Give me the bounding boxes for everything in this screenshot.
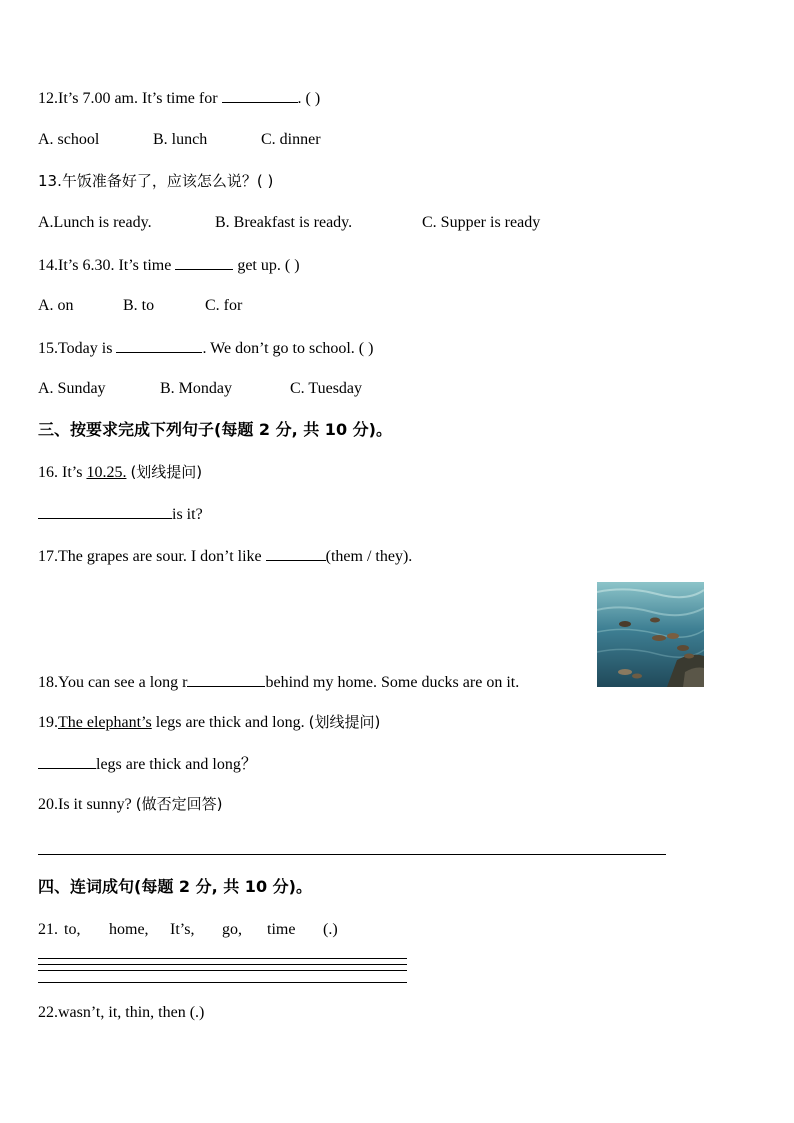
question-18-end: behind my home. Some ducks are on it.: [265, 674, 520, 691]
question-17: [38, 546, 412, 567]
question-19-answer: [38, 754, 257, 775]
underlined-time: 10.25.: [86, 464, 127, 481]
question-12-options: [38, 130, 321, 150]
answer-blank[interactable]: [38, 504, 172, 519]
question-15-text: 15.Today is: [38, 340, 113, 357]
word: go,: [222, 921, 242, 938]
question-16: [38, 462, 202, 483]
option-c[interactable]: C. dinner: [261, 131, 321, 148]
answer-blank[interactable]: [266, 546, 326, 561]
writing-line[interactable]: [38, 970, 407, 971]
section-3-heading: 三、按要求完成下列句子(每题 2 分, 共 10 分)。: [38, 420, 392, 439]
question-16-answer-end: is it?: [172, 506, 203, 523]
question-15-end: . We don’t go to school. ( ): [202, 340, 374, 357]
option-b[interactable]: B. to: [123, 297, 155, 314]
question-19-answer-end: legs are thick and long？: [96, 756, 257, 773]
question-21: [38, 920, 338, 940]
writing-line[interactable]: [38, 964, 407, 965]
question-20-text: 20.Is it sunny?: [38, 796, 132, 813]
question-14: [38, 255, 300, 276]
question-16-note: (划线提问): [130, 463, 203, 481]
option-c[interactable]: C. Supper is ready: [422, 214, 541, 231]
question-12: [38, 88, 320, 109]
word: It’s,: [170, 921, 195, 938]
duck-pond-photo-svg: [597, 582, 704, 687]
option-a[interactable]: A. school: [38, 131, 100, 148]
question-20-note: (做否定回答): [135, 795, 223, 813]
option-b[interactable]: B. Breakfast is ready.: [215, 214, 353, 231]
word: to,: [64, 921, 81, 938]
question-14-text: 14.It’s 6.30. It’s time: [38, 257, 172, 274]
question-15: [38, 338, 373, 359]
question-16-answer: [38, 504, 203, 525]
question-19: [38, 712, 380, 733]
question-16-text: 16. It’s: [38, 464, 83, 481]
option-a[interactable]: A. Sunday: [38, 380, 106, 397]
question-22: [38, 1003, 204, 1023]
word: time: [267, 921, 296, 938]
question-12-text: 12.It’s 7.00 am. It’s time for: [38, 90, 218, 107]
option-c[interactable]: C. Tuesday: [290, 380, 363, 397]
question-14-options: [38, 296, 242, 316]
option-b[interactable]: B. lunch: [153, 131, 208, 148]
answer-blank[interactable]: [222, 88, 298, 103]
question-18: [38, 672, 519, 693]
question-19-number: 19.: [38, 714, 58, 731]
answer-blank[interactable]: [175, 255, 233, 270]
question-17-text: 17.The grapes are sour. I don’t like: [38, 548, 262, 565]
question-14-end: get up. ( ): [237, 257, 300, 274]
question-17-end: (them / they).: [325, 548, 413, 565]
option-b[interactable]: B. Monday: [160, 380, 232, 397]
question-22-text: 22.wasn’t, it, thin, then (.): [38, 1004, 205, 1021]
writing-line[interactable]: [38, 958, 407, 959]
question-13-options: [38, 213, 540, 233]
word: home,: [109, 921, 149, 938]
question-20: [38, 794, 223, 815]
question-19-rest: legs are thick and long.: [151, 714, 305, 731]
question-12-end: . ( ): [297, 90, 321, 107]
answer-line[interactable]: [38, 854, 666, 855]
question-13-text: 13.午饭准备好了，应该怎么说？( ): [38, 172, 274, 190]
word: (.): [323, 921, 338, 938]
duck-pond-photo: [597, 582, 704, 687]
option-c[interactable]: C. for: [205, 297, 243, 314]
answer-blank[interactable]: [187, 672, 265, 687]
question-19-note: (划线提问): [308, 713, 381, 731]
option-a[interactable]: A.Lunch is ready.: [38, 214, 152, 231]
option-a[interactable]: A. on: [38, 297, 74, 314]
section-4-heading: 四、连词成句(每题 2 分, 共 10 分)。: [38, 877, 312, 896]
answer-blank[interactable]: [116, 338, 202, 353]
answer-blank[interactable]: [38, 754, 96, 769]
question-15-options: [38, 379, 362, 399]
writing-line[interactable]: [38, 982, 407, 983]
underlined-phrase: The elephant’s: [58, 714, 152, 731]
question-18-text: 18.You can see a long r: [38, 674, 188, 691]
question-13: [38, 171, 273, 191]
question-21-number: 21.: [38, 921, 58, 938]
